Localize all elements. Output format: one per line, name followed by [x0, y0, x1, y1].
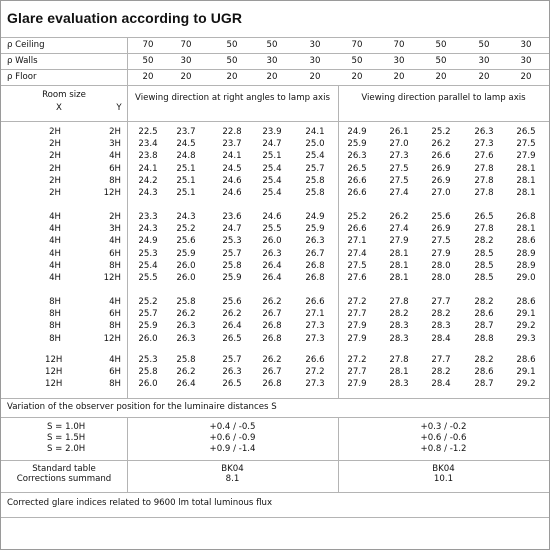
ugr-value: 27.8 — [474, 175, 494, 186]
ugr-value: 28.2 — [474, 355, 494, 365]
room-y: 8H — [109, 379, 121, 390]
page-title: Glare evaluation according to UGR — [7, 10, 243, 26]
ugr-value: 27.5 — [389, 163, 409, 174]
ugr-value: 26.6 — [431, 151, 451, 162]
divider — [1, 85, 549, 86]
ugr-value: 26.0 — [138, 379, 158, 390]
room-x: 8H — [49, 297, 61, 307]
divider — [1, 53, 549, 54]
ugr-value: 28.1 — [389, 367, 409, 378]
ugr-value: 25.2 — [176, 224, 196, 235]
standard-parallel-correction: 10.1 — [433, 474, 454, 484]
ugr-value: 27.8 — [389, 355, 409, 365]
ugr-value: 26.3 — [474, 127, 494, 137]
ugr-value: 27.5 — [389, 175, 409, 186]
room-y-label: Y — [116, 103, 122, 113]
ugr-value: 23.7 — [176, 127, 196, 137]
ugr-value: 23.4 — [138, 139, 158, 150]
room-y: 2H — [109, 212, 121, 222]
ugr-value: 24.6 — [222, 188, 242, 198]
ugr-value: 25.9 — [176, 248, 196, 259]
ugr-value: 25.4 — [305, 151, 325, 162]
ugr-value: 25.8 — [305, 188, 325, 198]
room-x: 2H — [49, 188, 61, 198]
variation-parallel-value: +0.3 / -0.2 — [420, 422, 467, 432]
ugr-value: 26.0 — [138, 333, 158, 344]
room-y: 4H — [109, 236, 121, 247]
ugr-value: 26.9 — [431, 175, 451, 186]
ugr-value: 28.1 — [516, 175, 536, 186]
ugr-value: 24.7 — [262, 139, 282, 150]
divider — [1, 517, 549, 518]
ugr-value: 28.6 — [516, 236, 536, 247]
ugr-value: 27.4 — [389, 188, 409, 198]
footer-note: Corrected glare indices related to 9600 lm total luminous flux — [7, 498, 273, 508]
ugr-value: 27.3 — [305, 333, 325, 344]
ugr-value: 28.8 — [474, 333, 494, 344]
ugr-value: 27.7 — [347, 309, 367, 320]
ugr-value: 27.5 — [516, 139, 536, 150]
ugr-value: 22.8 — [222, 127, 242, 137]
ugr-value: 24.5 — [176, 139, 196, 150]
ugr-value: 26.8 — [516, 212, 536, 222]
room-y: 4H — [109, 297, 121, 307]
ugr-value: 26.4 — [222, 321, 242, 332]
ugr-value: 28.4 — [431, 333, 451, 344]
ugr-value: 25.6 — [222, 297, 242, 307]
reflectance-ceiling-value: 50 — [226, 40, 238, 50]
room-y: 6H — [109, 309, 121, 320]
ugr-value: 25.4 — [262, 188, 282, 198]
ugr-value: 25.7 — [138, 309, 158, 320]
room-x: 4H — [49, 236, 61, 247]
ugr-value: 27.0 — [389, 139, 409, 150]
reflectance-ceiling-value: 50 — [435, 40, 447, 50]
ugr-value: 29.2 — [516, 321, 536, 332]
ugr-value: 24.9 — [347, 127, 367, 137]
reflectance-ceiling-value: 70 — [393, 40, 405, 50]
ugr-value: 23.9 — [262, 127, 282, 137]
ugr-value: 29.1 — [516, 309, 536, 320]
ugr-value: 27.9 — [347, 379, 367, 390]
ugr-value: 28.3 — [431, 321, 451, 332]
standard-parallel-table: BK04 — [432, 464, 455, 474]
ugr-value: 25.5 — [262, 224, 282, 235]
ugr-value: 25.3 — [222, 236, 242, 247]
ugr-value: 24.1 — [138, 163, 158, 174]
ugr-value: 26.8 — [305, 260, 325, 271]
ugr-value: 28.0 — [431, 260, 451, 271]
ugr-value: 26.2 — [262, 355, 282, 365]
reflectance-ceiling-value: 50 — [478, 40, 490, 50]
ugr-value: 26.3 — [222, 367, 242, 378]
ugr-value: 26.8 — [262, 379, 282, 390]
variation-parallel-value: +0.8 / -1.2 — [420, 443, 467, 454]
ugr-value: 27.7 — [431, 355, 451, 365]
ugr-value: 26.0 — [262, 236, 282, 247]
corrections-summand-label: Corrections summand — [16, 474, 112, 484]
ugr-value: 25.8 — [176, 297, 196, 307]
variation-title: Variation of the observer position for the luminaire distances S — [7, 402, 277, 412]
ugr-value: 27.8 — [474, 163, 494, 174]
ugr-value: 23.6 — [222, 212, 242, 222]
reflectance-floor-value: 20 — [266, 72, 278, 82]
ugr-value: 28.1 — [389, 260, 409, 271]
variation-parallel-value: +0.6 / -0.6 — [420, 432, 467, 443]
ugr-value: 27.9 — [516, 151, 536, 162]
ugr-value: 26.3 — [305, 236, 325, 247]
ugr-value: 25.4 — [138, 260, 158, 271]
ugr-value: 23.8 — [138, 151, 158, 162]
variation-distance: S = 2.0H — [47, 443, 86, 454]
ugr-value: 27.5 — [431, 236, 451, 247]
reflectance-ceiling-value: 30 — [309, 40, 321, 50]
variation-distance: S = 1.0H — [47, 422, 86, 432]
ugr-value: 25.7 — [222, 355, 242, 365]
ugr-value: 27.4 — [347, 248, 367, 259]
reflectance-floor-value: 20 — [351, 72, 363, 82]
ugr-value: 27.3 — [474, 139, 494, 150]
ugr-value: 27.9 — [389, 236, 409, 247]
ugr-value: 27.3 — [305, 379, 325, 390]
room-x: 2H — [49, 163, 61, 174]
reflectance-ceiling-value: 70 — [351, 40, 363, 50]
ugr-value: 26.6 — [305, 297, 325, 307]
ugr-value: 25.6 — [431, 212, 451, 222]
ugr-value: 25.9 — [347, 139, 367, 150]
reflectance-floor-value: 20 — [180, 72, 192, 82]
ugr-value: 25.8 — [305, 175, 325, 186]
ugr-value: 26.9 — [431, 163, 451, 174]
divider — [1, 492, 549, 493]
ugr-value: 29.0 — [516, 273, 536, 283]
ugr-value: 23.3 — [138, 212, 158, 222]
reflectance-label-walls: ρ Walls — [7, 56, 38, 66]
ugr-value: 26.2 — [431, 139, 451, 150]
ugr-value: 24.8 — [176, 151, 196, 162]
ugr-value: 25.2 — [431, 127, 451, 137]
room-x: 12H — [45, 379, 63, 390]
room-x: 4H — [49, 273, 61, 283]
reflectance-walls-value: 50 — [142, 56, 154, 66]
variation-right-value: +0.4 / -0.5 — [209, 422, 256, 432]
ugr-value: 25.8 — [176, 355, 196, 365]
room-x: 8H — [49, 333, 61, 344]
room-x: 2H — [49, 175, 61, 186]
ugr-value: 26.8 — [262, 333, 282, 344]
divider — [1, 417, 549, 418]
ugr-value: 26.8 — [305, 273, 325, 283]
ugr-value: 28.5 — [474, 248, 494, 259]
ugr-value: 25.1 — [176, 188, 196, 198]
reflectance-walls-value: 30 — [180, 56, 192, 66]
room-x: 4H — [49, 224, 61, 235]
variation-right-value: +0.9 / -1.4 — [209, 443, 256, 454]
ugr-value: 25.2 — [138, 297, 158, 307]
reflectance-ceiling-value: 30 — [520, 40, 532, 50]
room-y: 6H — [109, 367, 121, 378]
ugr-value: 28.4 — [431, 379, 451, 390]
ugr-value: 28.1 — [389, 273, 409, 283]
divider — [1, 460, 549, 461]
ugr-value: 27.6 — [347, 273, 367, 283]
room-x: 2H — [49, 139, 61, 150]
reflectance-floor-value: 20 — [309, 72, 321, 82]
ugr-value: 24.5 — [222, 163, 242, 174]
ugr-value: 26.2 — [176, 367, 196, 378]
ugr-value: 27.7 — [347, 367, 367, 378]
ugr-value: 26.2 — [262, 297, 282, 307]
ugr-value: 28.0 — [431, 273, 451, 283]
room-y: 4H — [109, 355, 121, 365]
ugr-value: 26.7 — [262, 309, 282, 320]
ugr-value: 25.3 — [138, 355, 158, 365]
ugr-value: 26.6 — [347, 175, 367, 186]
standard-right-table: BK04 — [221, 464, 244, 474]
room-y: 6H — [109, 163, 121, 174]
ugr-value: 28.3 — [389, 321, 409, 332]
room-x: 4H — [49, 212, 61, 222]
room-y: 8H — [109, 175, 121, 186]
room-y: 3H — [109, 224, 121, 235]
ugr-value: 25.9 — [305, 224, 325, 235]
ugr-value: 27.2 — [347, 297, 367, 307]
room-x: 8H — [49, 309, 61, 320]
ugr-value: 25.6 — [176, 236, 196, 247]
reflectance-walls-value: 50 — [435, 56, 447, 66]
ugr-value: 28.9 — [516, 248, 536, 259]
ugr-value: 25.3 — [138, 248, 158, 259]
ugr-value: 28.2 — [474, 236, 494, 247]
ugr-value: 25.9 — [138, 321, 158, 332]
ugr-value: 26.3 — [176, 321, 196, 332]
ugr-value: 25.9 — [222, 273, 242, 283]
ugr-value: 26.7 — [305, 248, 325, 259]
ugr-value: 24.1 — [305, 127, 325, 137]
ugr-value: 25.1 — [262, 151, 282, 162]
variation-right-value: +0.6 / -0.9 — [209, 432, 256, 443]
ugr-value: 28.1 — [516, 188, 536, 198]
reflectance-walls-value: 50 — [351, 56, 363, 66]
reflectance-walls-value: 30 — [520, 56, 532, 66]
ugr-value: 26.2 — [389, 212, 409, 222]
room-x: 4H — [49, 248, 61, 259]
ugr-value: 25.0 — [305, 139, 325, 150]
ugr-value: 26.5 — [516, 127, 536, 137]
ugr-value: 27.3 — [305, 321, 325, 332]
ugr-value: 25.8 — [222, 260, 242, 271]
variation-distance: S = 1.5H — [47, 432, 86, 443]
ugr-value: 26.1 — [389, 127, 409, 137]
reflectance-floor-value: 20 — [226, 72, 238, 82]
ugr-value: 28.5 — [474, 260, 494, 271]
ugr-value: 27.2 — [347, 355, 367, 365]
ugr-value: 28.6 — [516, 355, 536, 365]
reflectance-ceiling-value: 70 — [180, 40, 192, 50]
room-x: 8H — [49, 321, 61, 332]
direction-parallel: Viewing direction parallel to lamp axis — [361, 93, 526, 103]
ugr-value: 24.7 — [222, 224, 242, 235]
ugr-value: 27.9 — [347, 321, 367, 332]
ugr-value: 25.2 — [347, 212, 367, 222]
divider — [1, 37, 549, 38]
ugr-value: 28.3 — [389, 379, 409, 390]
divider — [1, 121, 549, 122]
ugr-value: 28.2 — [389, 309, 409, 320]
reflectance-floor-value: 20 — [393, 72, 405, 82]
room-y: 12H — [103, 333, 121, 344]
ugr-value: 27.6 — [474, 151, 494, 162]
reflectance-label-floor: ρ Floor — [7, 72, 37, 82]
ugr-value: 28.7 — [474, 379, 494, 390]
reflectance-label-ceiling: ρ Ceiling — [7, 40, 45, 50]
ugr-value: 26.6 — [347, 224, 367, 235]
ugr-value: 27.7 — [431, 297, 451, 307]
ugr-value: 24.3 — [176, 212, 196, 222]
room-y: 6H — [109, 248, 121, 259]
ugr-value: 27.8 — [474, 188, 494, 198]
reflectance-ceiling-value: 50 — [266, 40, 278, 50]
ugr-value: 24.9 — [305, 212, 325, 222]
ugr-value: 28.9 — [516, 260, 536, 271]
ugr-value: 26.9 — [431, 224, 451, 235]
room-x: 2H — [49, 127, 61, 137]
reflectance-walls-value: 30 — [478, 56, 490, 66]
room-y: 8H — [109, 260, 121, 271]
ugr-value: 26.5 — [347, 163, 367, 174]
ugr-value: 28.2 — [431, 309, 451, 320]
ugr-value: 27.5 — [347, 260, 367, 271]
ugr-value: 24.6 — [262, 212, 282, 222]
ugr-value: 26.8 — [262, 321, 282, 332]
ugr-value: 26.3 — [347, 151, 367, 162]
divider — [1, 398, 549, 399]
direction-right-angles: Viewing direction at right angles to lamp axis — [135, 93, 330, 103]
ugr-value: 28.5 — [474, 273, 494, 283]
reflectance-floor-value: 20 — [520, 72, 532, 82]
room-y: 4H — [109, 151, 121, 162]
reflectance-floor-value: 20 — [478, 72, 490, 82]
room-y: 3H — [109, 139, 121, 150]
ugr-value: 26.5 — [222, 333, 242, 344]
ugr-value: 26.4 — [176, 379, 196, 390]
reflectance-floor-value: 20 — [142, 72, 154, 82]
ugr-value: 24.6 — [222, 175, 242, 186]
ugr-value: 26.4 — [262, 273, 282, 283]
ugr-value: 26.0 — [176, 260, 196, 271]
ugr-value: 29.2 — [516, 379, 536, 390]
ugr-value: 28.3 — [389, 333, 409, 344]
ugr-value: 25.7 — [305, 163, 325, 174]
room-size-label: Room size — [42, 90, 86, 100]
ugr-value: 27.9 — [431, 248, 451, 259]
ugr-value: 28.6 — [474, 309, 494, 320]
ugr-value: 28.2 — [431, 367, 451, 378]
reflectance-floor-value: 20 — [435, 72, 447, 82]
ugr-value: 26.3 — [176, 333, 196, 344]
room-x: 12H — [45, 355, 63, 365]
ugr-value: 27.2 — [305, 367, 325, 378]
ugr-value: 26.5 — [222, 379, 242, 390]
ugr-value: 25.1 — [176, 163, 196, 174]
room-y: 2H — [109, 127, 121, 137]
ugr-value: 26.2 — [222, 309, 242, 320]
ugr-value: 28.7 — [474, 321, 494, 332]
ugr-value: 27.4 — [389, 224, 409, 235]
room-x-label: X — [56, 103, 62, 113]
ugr-value: 27.0 — [431, 188, 451, 198]
ugr-value: 27.1 — [305, 309, 325, 320]
ugr-value: 25.4 — [262, 175, 282, 186]
room-x: 4H — [49, 260, 61, 271]
room-x: 2H — [49, 151, 61, 162]
divider — [1, 69, 549, 70]
reflectance-walls-value: 30 — [266, 56, 278, 66]
reflectance-walls-value: 50 — [226, 56, 238, 66]
ugr-value: 27.8 — [389, 297, 409, 307]
ugr-value: 25.5 — [138, 273, 158, 283]
ugr-value: 26.4 — [262, 260, 282, 271]
ugr-value: 25.8 — [138, 367, 158, 378]
ugr-value: 24.3 — [138, 224, 158, 235]
ugr-value: 28.1 — [516, 224, 536, 235]
ugr-value: 23.7 — [222, 139, 242, 150]
ugr-value: 28.6 — [516, 297, 536, 307]
divider — [127, 37, 128, 398]
ugr-value: 29.3 — [516, 333, 536, 344]
ugr-value: 24.3 — [138, 188, 158, 198]
reflectance-walls-value: 30 — [309, 56, 321, 66]
ugr-value: 28.2 — [474, 297, 494, 307]
ugr-value: 26.6 — [305, 355, 325, 365]
ugr-value: 25.7 — [222, 248, 242, 259]
ugr-value: 27.3 — [389, 151, 409, 162]
ugr-value: 27.1 — [347, 236, 367, 247]
room-y: 12H — [103, 273, 121, 283]
ugr-value: 28.6 — [474, 367, 494, 378]
ugr-value: 27.8 — [474, 224, 494, 235]
ugr-value: 24.9 — [138, 236, 158, 247]
ugr-value: 22.5 — [138, 127, 158, 137]
ugr-value: 26.7 — [262, 367, 282, 378]
ugr-value: 26.2 — [176, 309, 196, 320]
ugr-value: 26.5 — [474, 212, 494, 222]
ugr-value: 26.6 — [347, 188, 367, 198]
reflectance-ceiling-value: 70 — [142, 40, 154, 50]
room-y: 12H — [103, 188, 121, 198]
ugr-value: 27.9 — [347, 333, 367, 344]
ugr-value: 29.1 — [516, 367, 536, 378]
ugr-value: 26.0 — [176, 273, 196, 283]
ugr-value: 25.1 — [176, 175, 196, 186]
ugr-value: 26.3 — [262, 248, 282, 259]
ugr-value: 28.1 — [516, 163, 536, 174]
ugr-value: 25.4 — [262, 163, 282, 174]
ugr-value: 28.1 — [389, 248, 409, 259]
room-y: 8H — [109, 321, 121, 332]
reflectance-walls-value: 30 — [393, 56, 405, 66]
ugr-value: 24.1 — [222, 151, 242, 162]
standard-right-correction: 8.1 — [225, 474, 240, 484]
ugr-value: 24.2 — [138, 175, 158, 186]
standard-table-label: Standard table — [32, 464, 96, 474]
room-x: 12H — [45, 367, 63, 378]
